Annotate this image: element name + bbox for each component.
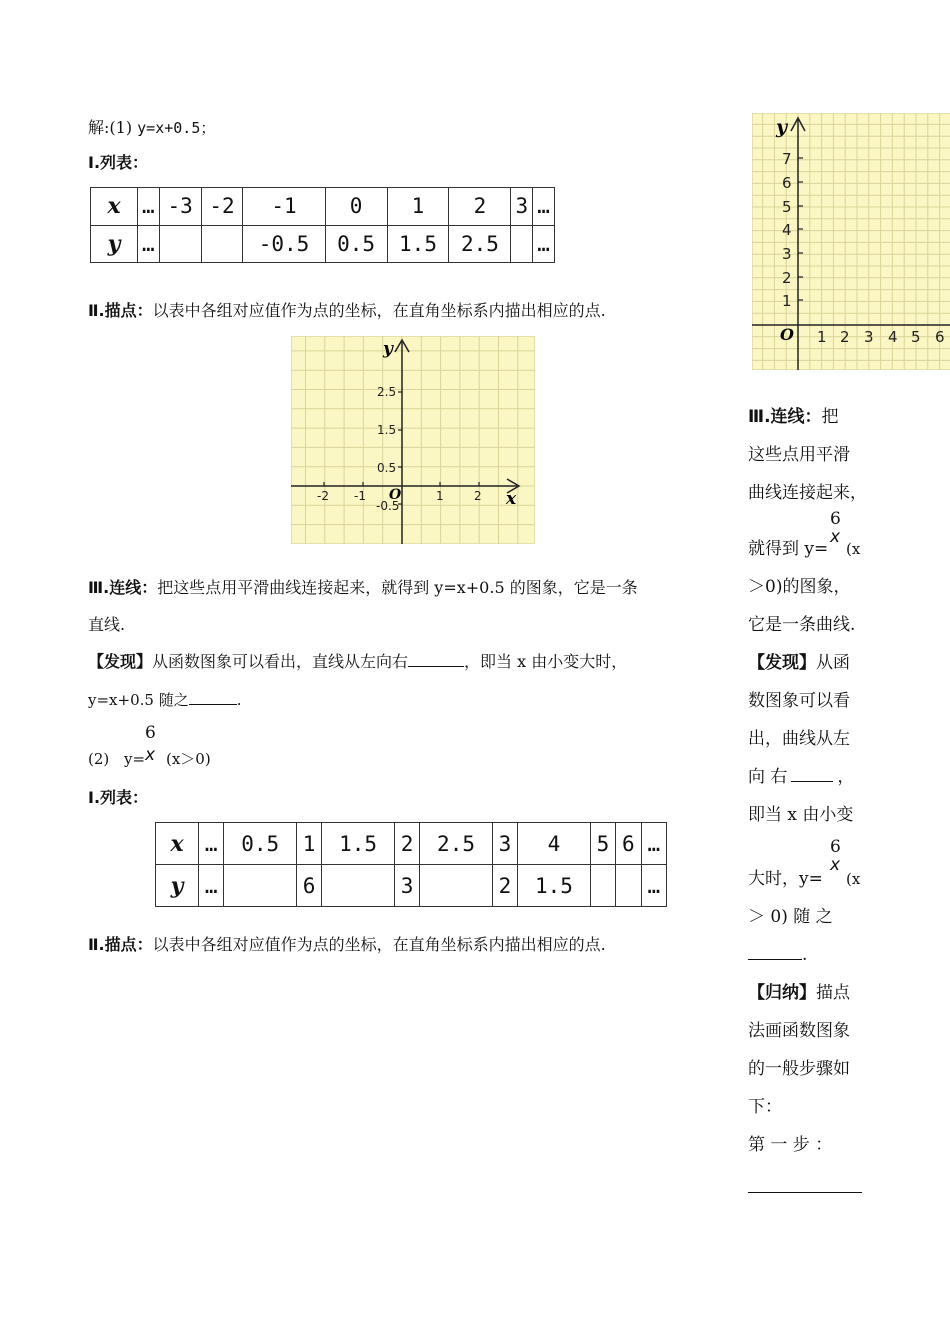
table-header-y: y (156, 865, 199, 907)
y-tick-label: 5 (782, 198, 792, 216)
y-tick-label: 2 (782, 269, 792, 287)
side-text: 即当 x 由小变 (748, 805, 854, 825)
table-cell: 1.5 (322, 823, 395, 865)
origin-label: O (389, 487, 402, 503)
table-row-y (91, 225, 555, 263)
side-text: (x (846, 540, 861, 558)
x-tick-label: -2 (317, 489, 329, 503)
y-axis-label: y (383, 339, 393, 359)
table-cell: 2 (394, 823, 419, 865)
table-cell: 1 (387, 188, 449, 226)
table-cell: 4 (518, 823, 591, 865)
y-tick-label: -0.5 (376, 499, 400, 513)
eq-prefix: y= (124, 750, 146, 768)
table-cell: 0.5 (224, 823, 297, 865)
side-step3-label: Ⅲ.连线： (748, 407, 822, 427)
x-tick-label: 1 (817, 328, 827, 346)
side-text: ， (837, 767, 855, 787)
step1-heading-2: Ⅰ.列表： (88, 788, 149, 807)
table-cell: … (533, 188, 555, 226)
table-cell: … (199, 823, 224, 865)
y-axis-label: y (776, 116, 788, 138)
table-header-y: y (91, 225, 138, 263)
table-cell: 2 (492, 865, 517, 907)
table-cell: 1 (296, 823, 321, 865)
discover-label: 【发现】 (88, 652, 153, 671)
x-tick-label: 2 (840, 328, 850, 346)
side-fraction-line (748, 509, 868, 588)
table-cell: … (199, 865, 224, 907)
table-cell (159, 225, 201, 263)
solution-label: 解:(1) (88, 118, 133, 137)
y-tick-label: 1 (782, 292, 792, 310)
step2-label: Ⅱ.描点： (88, 935, 153, 954)
y-tick-label: 2.5 (377, 385, 397, 399)
table-cell (322, 865, 395, 907)
side-text: 法画函数图象 (748, 1021, 850, 1041)
answer-blank[interactable] (748, 945, 802, 960)
step3-label: Ⅲ.连线： (88, 578, 158, 597)
answer-blank[interactable] (791, 767, 833, 782)
side-induct-label: 【归纳】 (748, 983, 816, 1003)
step2-line-2 (88, 934, 606, 956)
table-cell: -2 (201, 188, 243, 226)
table-cell (511, 225, 533, 263)
table-header-x: x (91, 188, 138, 226)
x-tick-label: 3 (864, 328, 874, 346)
table-cell: 0.5 (325, 225, 387, 263)
y-tick-label: 0.5 (377, 461, 397, 475)
discover-text: . (236, 691, 242, 709)
side-text: 下： (748, 1097, 782, 1117)
x-tick-label: 6 (935, 328, 945, 346)
table-cell: 3 (394, 865, 419, 907)
answer-blank[interactable] (748, 1172, 862, 1193)
coordinate-grid-2 (752, 113, 950, 370)
table-cell (420, 865, 493, 907)
side-text: ＞ 0) 随 之 (748, 907, 833, 927)
table-cell: 3 (492, 823, 517, 865)
side-text: 向 右 (748, 767, 788, 787)
side-text: 描点 (816, 983, 850, 1003)
step2-text: 以表中各组对应值作为点的坐标，在直角坐标系内描出相应的点. (152, 935, 606, 954)
step3-text-cont: 直线. (88, 615, 126, 634)
coordinate-grid-1 (291, 336, 535, 544)
discover-line (88, 651, 627, 673)
value-table-2 (155, 822, 667, 907)
side-text: 大时，y= (748, 869, 823, 889)
table-cell: … (138, 225, 160, 263)
table-cell: … (641, 865, 666, 907)
table-cell: -3 (159, 188, 201, 226)
step3-line (88, 577, 638, 599)
step2-line (88, 300, 606, 322)
side-fraction-line-2 (748, 834, 868, 910)
condition: (x＞0) (166, 750, 211, 768)
side-discover-label: 【发现】 (748, 653, 816, 673)
table-cell: … (641, 823, 666, 865)
table-cell: … (138, 188, 160, 226)
fraction-numerator: 6 (830, 837, 841, 857)
side-text: 出，曲线从左 (748, 729, 850, 749)
solution-header (88, 117, 215, 139)
x-tick-label: 1 (436, 489, 444, 503)
step2-text: 以表中各组对应值作为点的坐标，在直角坐标系内描出相应的点. (152, 301, 606, 320)
side-text: 从函 (816, 653, 850, 673)
discover-text: y=x+0.5 随之 (88, 691, 189, 709)
x-tick-label: -1 (354, 489, 366, 503)
table-cell (224, 865, 297, 907)
x-tick-label: 4 (888, 328, 898, 346)
fraction-denominator: x (145, 745, 156, 765)
discover-text: 从函数图象可以看出，直线从左向右 (152, 652, 409, 671)
origin-label: O (780, 325, 794, 344)
y-tick-label: 6 (782, 174, 792, 192)
table-cell: 5 (590, 823, 615, 865)
step3-text: 把这些点用平滑曲线连接起来，就得到 y=x+0.5 的图象，它是一条 (157, 578, 638, 597)
step2-label: Ⅱ.描点： (88, 301, 153, 320)
side-text: 数图象可以看 (748, 691, 850, 711)
side-text: 曲线连接起来， (748, 483, 867, 503)
fraction-numerator: 6 (145, 723, 156, 743)
table-cell: -1 (243, 188, 325, 226)
fraction-numerator: 6 (830, 509, 841, 529)
y-tick-label: 3 (782, 245, 792, 263)
fraction-denominator: x (830, 855, 841, 875)
table-cell: 6 (616, 823, 641, 865)
x-tick-label: 5 (911, 328, 921, 346)
step1-heading: Ⅰ.列表： (88, 153, 149, 172)
table-cell: 1.5 (518, 865, 591, 907)
table-cell: 2 (449, 188, 511, 226)
value-table-1 (90, 187, 555, 263)
table-row-y (156, 865, 667, 907)
side-text: 就得到 y= (748, 539, 829, 559)
table-cell (616, 865, 641, 907)
table-row-x (91, 188, 555, 226)
y-tick-label: 1.5 (377, 423, 397, 437)
y-tick-label: 4 (782, 221, 792, 239)
discover-line-2 (88, 689, 241, 711)
table-header-x: x (156, 823, 199, 865)
table-row-x (156, 823, 667, 865)
table-cell: 2.5 (449, 225, 511, 263)
side-text: 的一般步骤如 (748, 1059, 850, 1079)
side-text: 把 (821, 407, 839, 427)
table-cell: … (533, 225, 555, 263)
x-tick-label: 2 (474, 489, 482, 503)
table-cell: 3 (511, 188, 533, 226)
table-cell: -0.5 (243, 225, 325, 263)
side-column (748, 398, 868, 1193)
table-cell (590, 865, 615, 907)
equation-1: y=x+0.5； (137, 119, 216, 137)
discover-text: ，即当 x 由小变大时， (464, 652, 628, 671)
y-tick-label: 7 (782, 150, 792, 168)
answer-blank[interactable] (408, 652, 464, 667)
side-text: (x (846, 870, 861, 888)
table-cell: 0 (325, 188, 387, 226)
table-cell: 6 (296, 865, 321, 907)
side-text: ＞0)的图象， (748, 577, 851, 597)
table-cell: 1.5 (387, 225, 449, 263)
table-cell (201, 225, 243, 263)
table-cell: 2.5 (420, 823, 493, 865)
fraction-denominator: x (830, 527, 841, 547)
side-text: . (802, 945, 808, 965)
x-axis-label: x (506, 489, 517, 509)
side-text: 第 一 步 ： (748, 1135, 833, 1155)
answer-blank[interactable] (189, 690, 237, 705)
side-text: 它是一条曲线. (748, 615, 856, 635)
side-text: 这些点用平滑 (748, 445, 850, 465)
part2-label: (2) (88, 750, 110, 768)
